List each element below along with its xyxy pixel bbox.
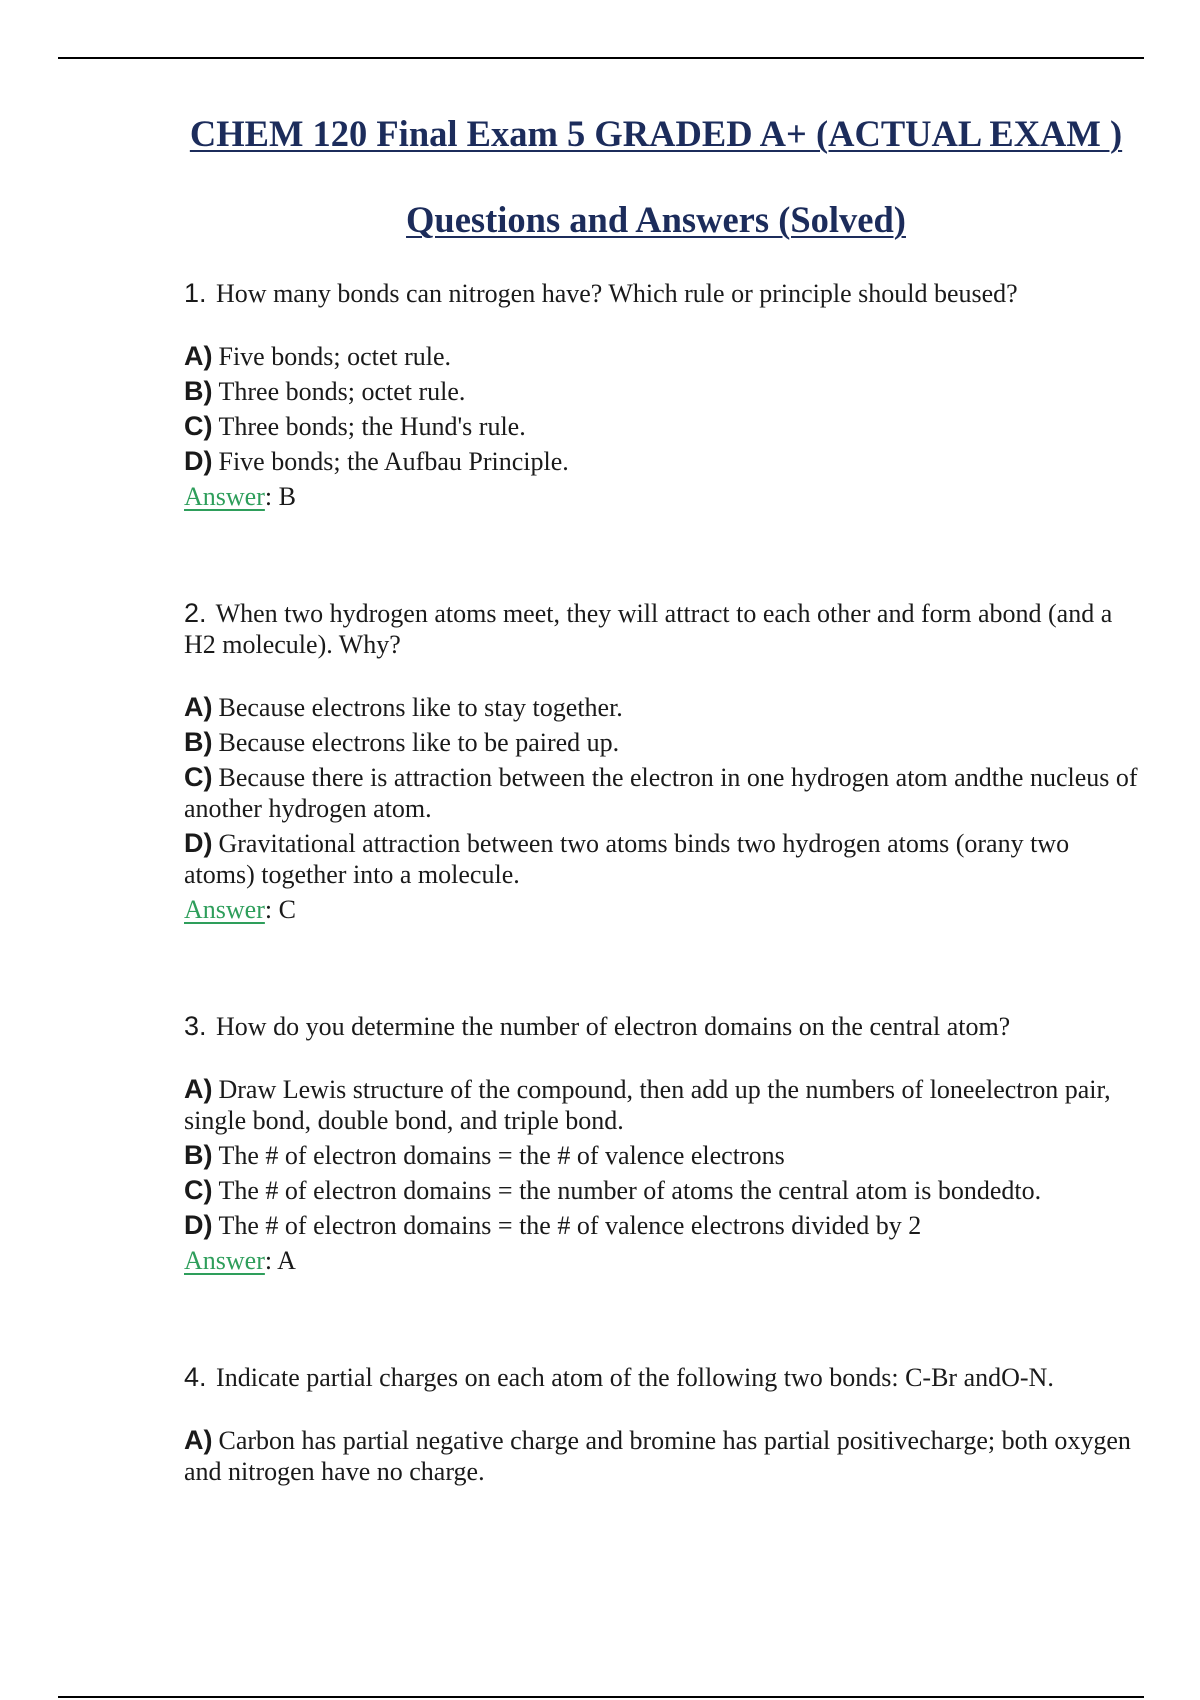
option-text: Five bonds; octet rule. [218, 342, 452, 371]
top-rule [58, 57, 1144, 59]
answer-value: : A [264, 1246, 296, 1275]
option-text: Because electrons like to be paired up. [218, 728, 620, 757]
option-a [184, 1074, 1144, 1136]
document-title: CHEM 120 Final Exam 5 GRADED A+ (ACTUAL EXAM ) [189, 113, 1123, 154]
option-c [184, 411, 1144, 442]
option-d [184, 446, 1144, 477]
question-text [184, 1011, 1144, 1042]
answer-label: Answer [184, 482, 265, 511]
question-body: How do you determine the number of electron domains on the central atom? [216, 1012, 1011, 1041]
answer-label: Answer [184, 895, 265, 924]
answer-value: : C [264, 895, 296, 924]
question-number: 1. [184, 278, 207, 308]
question-body: Indicate partial charges on each atom of the following two bonds: C-Br andO-N. [216, 1363, 1054, 1392]
option-text: Five bonds; the Aufbau Principle. [218, 447, 569, 476]
answer-line [184, 1245, 1144, 1276]
bottom-rule [58, 1696, 1144, 1698]
option-d [184, 828, 1144, 890]
answer-label: Answer [184, 1246, 265, 1275]
option-letter: D) [184, 828, 213, 858]
option-c [184, 1175, 1144, 1206]
option-b [184, 1140, 1144, 1171]
option-b [184, 376, 1144, 407]
answer-line [184, 894, 1144, 925]
answer-line [184, 481, 1144, 512]
option-letter: A) [184, 341, 213, 371]
option-letter: B) [184, 376, 213, 406]
question-text [184, 278, 1144, 309]
question-text [184, 598, 1144, 660]
option-d [184, 1210, 1144, 1241]
option-text: The # of electron domains = the # of valence electrons divided by 2 [218, 1211, 922, 1240]
question-number: 2. [184, 598, 207, 628]
option-text: Because electrons like to stay together. [218, 693, 623, 722]
question-text [184, 1362, 1144, 1393]
option-letter: D) [184, 446, 213, 476]
option-letter: C) [184, 762, 213, 792]
question-number: 4. [184, 1362, 207, 1392]
option-letter: C) [184, 411, 213, 441]
option-a [184, 692, 1144, 723]
questions-list [184, 278, 1144, 1491]
option-letter: C) [184, 1175, 213, 1205]
answer-value: : B [264, 482, 296, 511]
option-b [184, 727, 1144, 758]
option-a [184, 1425, 1144, 1487]
option-letter: B) [184, 727, 213, 757]
option-letter: B) [184, 1140, 213, 1170]
option-text: The # of electron domains = the number of atoms the central atom is bondedto. [218, 1176, 1042, 1205]
question-body: When two hydrogen atoms meet, they will attract to each other and form abond (and a H2 molecule). Why? [184, 599, 1113, 659]
option-text: Carbon has partial negative charge and bromine has partial positivecharge; both oxygen and nitrogen have no charge. [184, 1426, 1131, 1486]
option-text: The # of electron domains = the # of valence electrons [218, 1141, 785, 1170]
question-number: 3. [184, 1011, 207, 1041]
document-subtitle: Questions and Answers (Solved) [406, 199, 906, 240]
option-letter: D) [184, 1210, 213, 1240]
question-3 [184, 1011, 1144, 1276]
question-4 [184, 1362, 1144, 1487]
question-1 [184, 278, 1144, 512]
option-letter: A) [184, 692, 213, 722]
option-letter: A) [184, 1074, 213, 1104]
option-text: Gravitational attraction between two atoms binds two hydrogen atoms (orany two atoms) together into a molecule. [184, 829, 1070, 889]
question-2 [184, 598, 1144, 925]
option-text: Three bonds; octet rule. [218, 377, 466, 406]
option-text: Draw Lewis structure of the compound, then add up the numbers of loneelectron pair, single bond, double bond, and triple bond. [184, 1075, 1111, 1135]
option-text: Three bonds; the Hund's rule. [218, 412, 526, 441]
option-c [184, 762, 1144, 824]
option-text: Because there is attraction between the electron in one hydrogen atom andthe nucleus of another hydrogen atom. [184, 763, 1138, 823]
option-a [184, 341, 1144, 372]
option-letter: A) [184, 1425, 213, 1455]
question-body: How many bonds can nitrogen have? Which rule or principle should beused? [216, 279, 1018, 308]
